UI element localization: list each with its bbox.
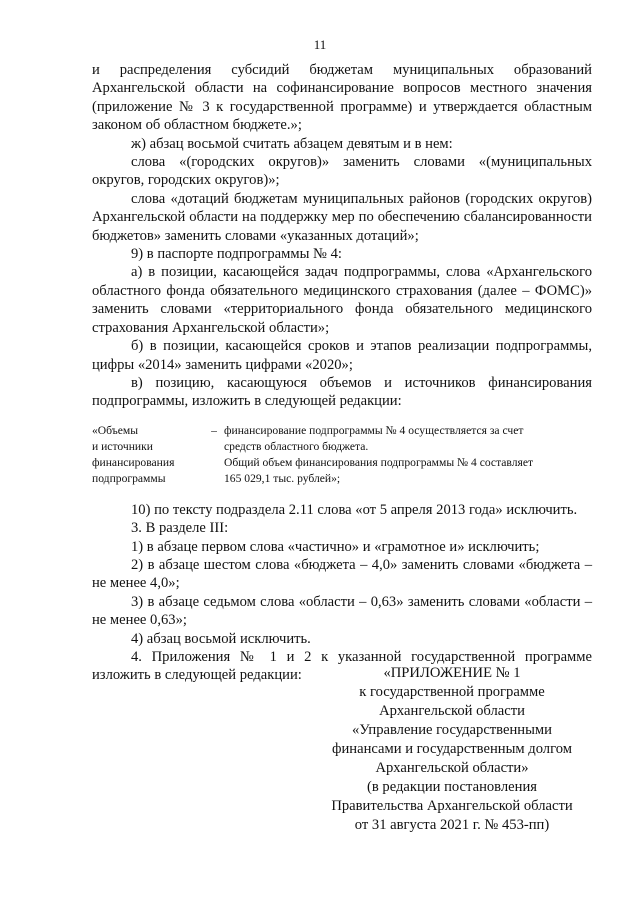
appendix-line: «Управление государственными — [352, 722, 552, 738]
appendix-line: Правительства Архангельской области — [331, 798, 573, 814]
paragraph: слова «(городских округов)» заменить словами «(муниципальных округов, городских округов)»; — [92, 154, 592, 189]
paragraph: 2) в абзаце шестом слова «бюджета – 4,0» заменить словами «бюджета – не менее 4,0»; — [92, 556, 592, 592]
appendix-line: (в редакции постановления — [367, 779, 537, 795]
page-number: 11 — [313, 37, 327, 52]
appendix-line: Архангельской области» — [375, 760, 529, 776]
table-label-line: «Объемы — [92, 423, 139, 437]
table-row-value — [224, 423, 592, 487]
appendix-line: Архангельской области — [379, 703, 525, 719]
paragraph: и распределения субсидий бюджетам муниципальных образований Архангельской области на софинансирование вопросов местного значения (приложение № 3 к государственной программе) и утверждается областным законом об областном бюджете.»; — [92, 62, 592, 134]
top-paragraphs — [92, 61, 592, 411]
table-row-label — [92, 423, 204, 487]
table-value-line: 165 029,1 тыс. рублей»; — [224, 471, 341, 485]
paragraph: в) позицию, касающуюся объемов и источников финансирования подпрограммы, изложить в следующей редакции: — [92, 374, 592, 410]
paragraph: 4) абзац восьмой исключить. — [131, 630, 311, 647]
paragraph: слова «дотаций бюджетам муниципальных районов (городских округов) Архангельской области на поддержку мер по обеспечению сбалансированности бюджетов» заменить словами «указанных дотаций»; — [92, 190, 592, 244]
appendix-line: «ПРИЛОЖЕНИЕ № 1 — [383, 665, 521, 681]
appendix-line: к государственной программе — [359, 684, 545, 700]
table-value-line: финансирование подпрограммы № 4 осуществляется за счет — [224, 423, 524, 437]
table-dash: – — [211, 423, 217, 437]
document-body — [92, 61, 592, 685]
table-label-line: подпрограммы — [92, 471, 166, 485]
paragraph: б) в позиции, касающейся сроков и этапов реализации подпрограммы, цифры «2014» заменить цифрами «2020»; — [92, 338, 592, 373]
paragraph: 1) в абзаце первом слова «частично» и «грамотное и» исключить; — [131, 538, 540, 555]
funding-table — [92, 423, 592, 487]
appendix-header — [318, 664, 586, 835]
appendix-line: от 31 августа 2021 г. № 453-пп) — [354, 817, 550, 833]
paragraph: 9) в паспорте подпрограммы № 4: — [131, 246, 342, 263]
paragraph: ж) абзац восьмой считать абзацем девятым и в нем: — [131, 135, 453, 152]
table-value-line: средств областного бюджета. — [224, 439, 369, 453]
paragraph: 10) по тексту подраздела 2.11 слова «от 5 апреля 2013 года» исключить. — [131, 501, 578, 518]
bottom-paragraphs — [92, 501, 592, 685]
paragraph: а) в позиции, касающейся задач подпрограммы, слова «Архангельского областного фонда обязательного медицинского страхования (далее – ФОМС)» заменить словами «территориального фонда обязательного медицинского страхования Архангельской области»; — [92, 264, 592, 336]
paragraph: 3) в абзаце седьмом слова «области – 0,63» заменить словами «области – не менее 0,63»; — [92, 593, 592, 629]
paragraph: 3. В разделе III: — [131, 520, 229, 537]
table-value-line: Общий объем финансирования подпрограммы № 4 составляет — [224, 455, 534, 469]
table-label-line: финансирования — [92, 455, 175, 469]
paragraph: 4. Приложения № 1 и 2 к указанной государственной программе изложить в следующей редакции: — [92, 648, 592, 684]
table-label-line: и источники — [92, 439, 153, 453]
appendix-line: финансами и государственным долгом — [332, 741, 572, 757]
